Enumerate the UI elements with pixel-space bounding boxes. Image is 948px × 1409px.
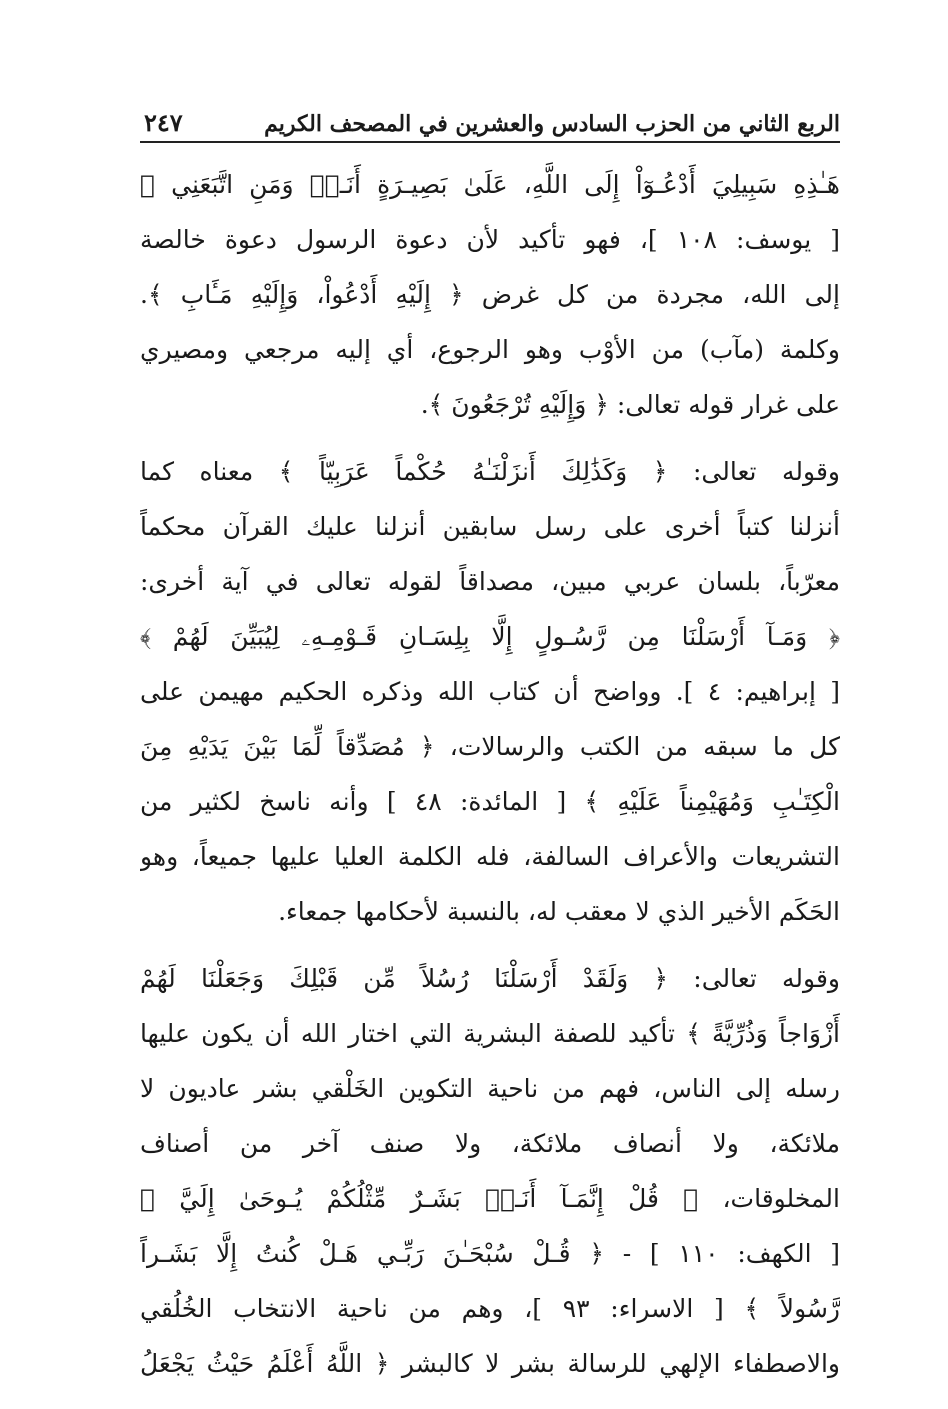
text-line: أَزْوَاجاً وَذُرِّيَّةً ﴾ تأكيد للصفة البشرية التي اختار الله أن يكون عليها xyxy=(140,1019,840,1048)
text-line: وكلمة (مآب) من الأوْب وهو الرجوع، أي إليه مرجعي ومصيري xyxy=(140,335,840,364)
page-header xyxy=(140,95,840,143)
text-line: التشريعات والأعراف السالفة، فله الكلمة العليا عليها جميعاً، وهو xyxy=(140,842,840,871)
text-line: والاصطفاء الإلهي للرسالة بشر لا كالبشر ﴿ اللَّهُ أَعْلَمُ حَيْثُ يَجْعَلُ xyxy=(140,1349,840,1378)
book-page xyxy=(140,95,840,1391)
text-line: وقوله تعالى: ﴿ وَلَقَدْ أَرْسَلْنَا رُسُلاً مِّن قَبْلِكَ وَجَعَلْنَا لَهُمْ xyxy=(140,964,840,993)
running-title: الربع الثاني من الحزب السادس والعشرين في المصحف الكريم xyxy=(264,111,840,137)
text-line: هَـٰذِهِ سَبِيلِيَ أَدْعُـوٓاْ إِلَى اللَّهِ، عَلَىٰ بَصِيـرَةٍ أَنَـا۠ وَمَنِ اتَّبَعَنِي ﴾ xyxy=(140,170,840,199)
text-line: [ الكهف: ١١٠ ] - ﴿ قُـلْ سُبْحَـٰنَ رَبِّـي هَـلْ كُنتُ إِلَّا بَشَـراً xyxy=(140,1239,840,1268)
text-line: [ إبراهيم: ٤ ]. وواضح أن كتاب الله وذكره الحكيم مهيمن على xyxy=(140,677,840,706)
text-line: المخلوقات، ﴿ قُلْ إِنَّمَـآ أَنَـا۠ بَشَـرٌ مِّثْلُكُمْ يُـوحَىٰ إِلَيَّ ﴾ xyxy=(140,1184,840,1213)
text-line: معرّباً، بلسان عربي مبين، مصداقاً لقوله تعالى في آية أخرى: xyxy=(140,567,840,596)
text-line: ﴿ وَمَـآ أَرْسَلْنَا مِن رَّسُـولٍ إِلَّا بِلِسَـانِ قَـوْمِـهِۦ لِيُبَيِّنَ لَهُمْ ﴾ xyxy=(140,622,840,651)
text-line: أنزلنا كتباً أخرى على رسل سابقين أنزلنا عليك القرآن محكماً xyxy=(140,512,840,541)
paragraph-2 xyxy=(140,444,840,939)
text-line: الحَكَم الأخير الذي لا معقب له، بالنسبة لأحكامها جمعاء. xyxy=(278,897,840,926)
body-text xyxy=(140,157,840,1391)
text-line: ملائكة، ولا أنصاف ملائكة، ولا صنف آخر من أصناف xyxy=(140,1129,840,1158)
page-number: ٢٤٧ xyxy=(144,108,183,137)
text-line: رَّسُولاً ﴾ [ الاسراء: ٩٣ ]، وهم من ناحية الانتخاب الخُلُقي xyxy=(140,1294,840,1323)
text-line: كل ما سبقه من الكتب والرسالات، ﴿ مُصَدِّقاً لِّمَا بَيْنَ يَدَيْهِ مِنَ xyxy=(140,732,840,761)
paragraph-1 xyxy=(140,157,840,432)
paragraph-3 xyxy=(140,951,840,1391)
text-line: الْكِتَـٰبِ وَمُهَيْمِناً عَلَيْهِ ﴾ [ المائدة: ٤٨ ] وأنه ناسخ لكثير من xyxy=(140,787,840,816)
text-line: رسله إلى الناس، فهم من ناحية التكوين الخَلْقي بشر عاديون لا xyxy=(140,1074,840,1103)
text-line: إلى الله، مجردة من كل غرض ﴿ إِلَيْهِ أَدْعُواْ، وَإِلَيْهِ مَـَٔابِ ﴾. xyxy=(140,280,840,309)
text-line: [ يوسف: ١٠٨ ]، فهو تأكيد لأن دعوة الرسول دعوة خالصة xyxy=(140,225,840,254)
text-line: وقوله تعالى: ﴿ وَكَذَٰلِكَ أَنزَلْنَـٰهُ حُكْماً عَرَبِيّاً ﴾ معناه كما xyxy=(140,457,840,486)
text-line: على غرار قوله تعالى: ﴿ وَإِلَيْهِ تُرْجَعُونَ ﴾. xyxy=(420,390,840,419)
